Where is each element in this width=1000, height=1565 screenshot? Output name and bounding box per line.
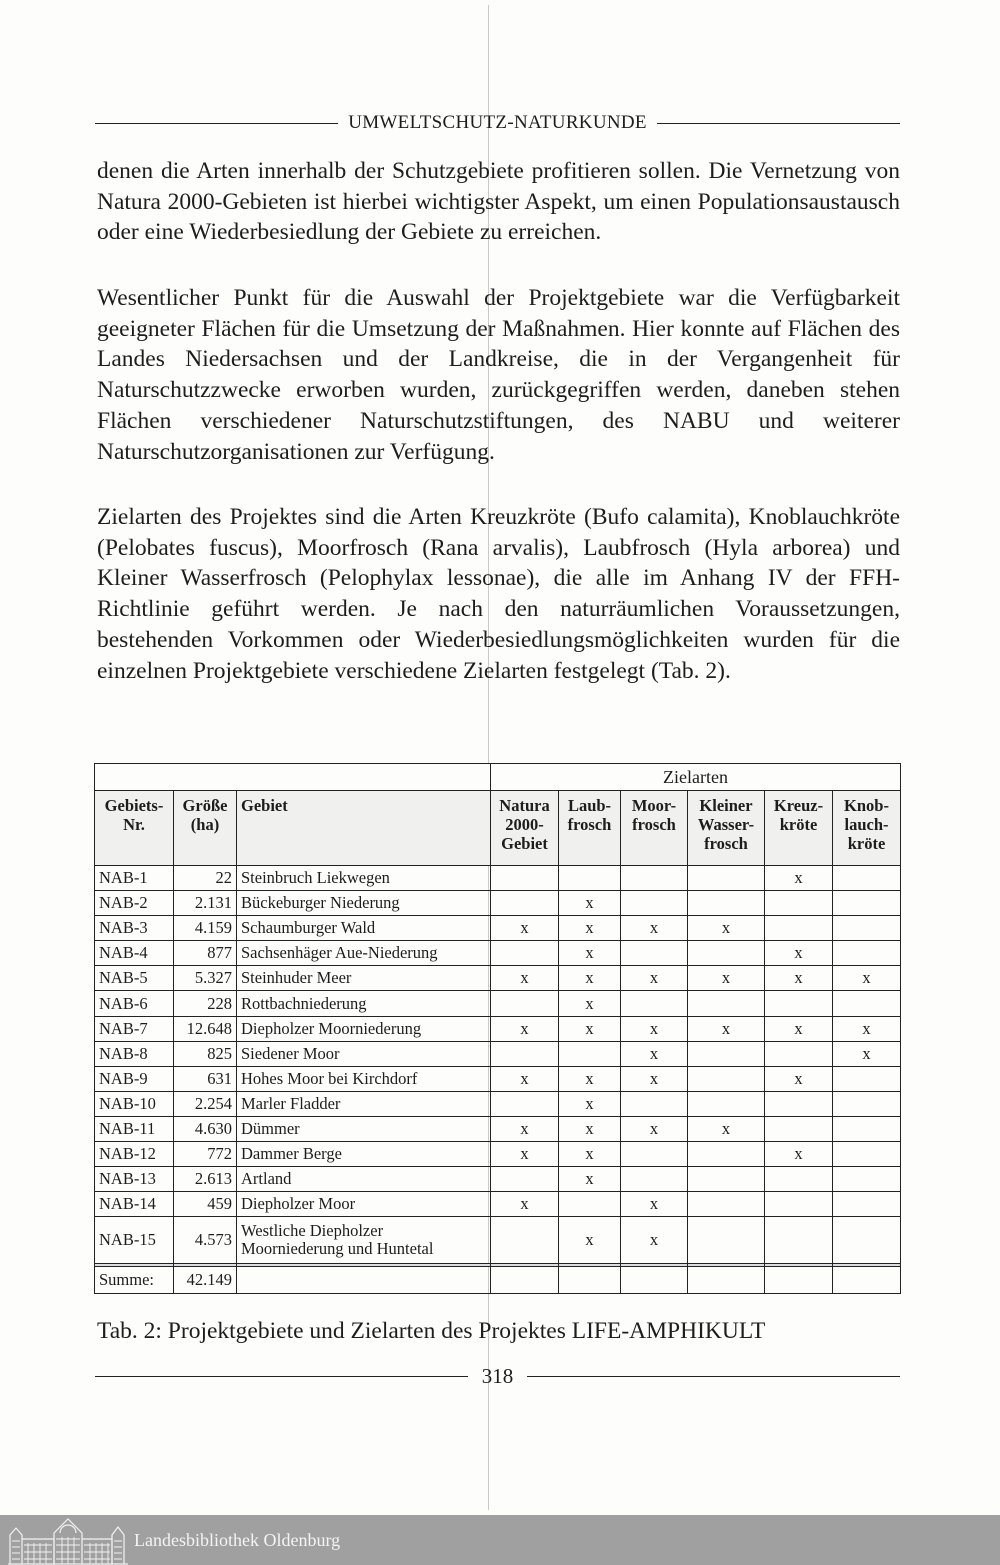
- table-row: [95, 1041, 901, 1066]
- cell-kreuz: [765, 1041, 833, 1066]
- cell-wasser: [688, 866, 765, 891]
- cell-size: 4.573: [174, 1217, 237, 1264]
- cell-area: Rottbachniederung: [237, 991, 491, 1016]
- table-row: [95, 991, 901, 1016]
- header-rule-right: [657, 123, 900, 124]
- cell-wasser: [688, 1217, 765, 1264]
- footer-rule-left: [95, 1376, 468, 1377]
- cell-kreuz: [765, 1091, 833, 1116]
- group-header-zielarten: Zielarten: [491, 764, 901, 791]
- cell-area: Sachsenhäger Aue-Niederung: [237, 941, 491, 966]
- table-row: [95, 1116, 901, 1141]
- paragraph-text: Wesentlicher Punkt für die Auswahl der Projektgebiete war die Verfügbarkeit geeigneter Flächen für die Umsetzung der Maßnahmen. Hier konnte auf Flächen des Landes Niedersachsen und der Landkreise, die in der Vergangenheit für Naturschutzzwecke erworben wurden, zurückgegriffen werden, daneben stehen Flächen verschiedener Naturschutzstiftungen, des NABU und weiterer Naturschutzorganisationen zur Verfügung.: [97, 285, 900, 465]
- cell-nr: NAB-4: [95, 941, 174, 966]
- cell-area: Dammer Berge: [237, 1142, 491, 1167]
- paragraph-1: [97, 156, 900, 248]
- sum-value: 42.149: [174, 1267, 237, 1294]
- cell-area: Hohes Moor bei Kirchdorf: [237, 1066, 491, 1091]
- cell-knob: [833, 1217, 901, 1264]
- cell-size: 2.254: [174, 1091, 237, 1116]
- cell-kreuz: [765, 1167, 833, 1192]
- cell-size: 22: [174, 866, 237, 891]
- running-head: [95, 110, 900, 136]
- cell-natura: x: [491, 1192, 559, 1217]
- table-row: [95, 1217, 901, 1264]
- cell-knob: [833, 1091, 901, 1116]
- header-rule-left: [95, 123, 338, 124]
- cell-kreuz: x: [765, 966, 833, 991]
- cell-moor: x: [621, 1116, 688, 1141]
- cell-laub: x: [559, 1142, 621, 1167]
- cell-area: Diepholzer Moor: [237, 1192, 491, 1217]
- cell-size: 4.159: [174, 916, 237, 941]
- table-header-row: [95, 791, 901, 866]
- cell-laub: [559, 866, 621, 891]
- cell-laub: x: [559, 991, 621, 1016]
- cell-moor: x: [621, 916, 688, 941]
- cell-area: Siedener Moor: [237, 1041, 491, 1066]
- table-row: [95, 866, 901, 891]
- cell-knob: [833, 941, 901, 966]
- cell-area: Steinbruch Liekwegen: [237, 866, 491, 891]
- cell-kreuz: [765, 991, 833, 1016]
- table-row: [95, 941, 901, 966]
- cell-natura: x: [491, 966, 559, 991]
- cell-natura: [491, 941, 559, 966]
- cell-laub: x: [559, 1016, 621, 1041]
- cell-laub: [559, 1041, 621, 1066]
- cell-knob: [833, 1192, 901, 1217]
- cell-natura: [491, 1041, 559, 1066]
- cell-laub: x: [559, 966, 621, 991]
- cell-wasser: [688, 1066, 765, 1091]
- cell-moor: [621, 1142, 688, 1167]
- cell-knob: [833, 916, 901, 941]
- cell-kreuz: x: [765, 1016, 833, 1041]
- cell-size: 5.327: [174, 966, 237, 991]
- cell-wasser: [688, 991, 765, 1016]
- cell-natura: [491, 991, 559, 1016]
- table-row: [95, 1066, 901, 1091]
- cell-natura: [491, 866, 559, 891]
- cell-knob: [833, 1116, 901, 1141]
- cell-size: 2.131: [174, 891, 237, 916]
- cell-wasser: [688, 1192, 765, 1217]
- cell-laub: x: [559, 891, 621, 916]
- cell-area: Schaumburger Wald: [237, 916, 491, 941]
- cell-nr: NAB-8: [95, 1041, 174, 1066]
- cell-moor: [621, 1091, 688, 1116]
- cell-size: 877: [174, 941, 237, 966]
- cell-laub: x: [559, 1066, 621, 1091]
- table-body: [95, 866, 901, 1264]
- cell-nr: NAB-3: [95, 916, 174, 941]
- cell-size: 12.648: [174, 1016, 237, 1041]
- cell-wasser: x: [688, 1116, 765, 1141]
- page-footer: [95, 1362, 900, 1390]
- cell-size: 2.613: [174, 1167, 237, 1192]
- cell-nr: NAB-1: [95, 866, 174, 891]
- cell-knob: [833, 1066, 901, 1091]
- cell-moor: [621, 991, 688, 1016]
- cell-size: 4.630: [174, 1116, 237, 1141]
- cell-kreuz: x: [765, 941, 833, 966]
- table-row: [95, 1142, 901, 1167]
- library-banner: [0, 1515, 1000, 1565]
- cell-knob: [833, 1167, 901, 1192]
- page-number: 318: [481, 1363, 514, 1388]
- cell-wasser: [688, 891, 765, 916]
- cell-moor: x: [621, 1041, 688, 1066]
- cell-nr: NAB-9: [95, 1066, 174, 1091]
- cell-size: 772: [174, 1142, 237, 1167]
- table-group-header-row: [95, 764, 901, 791]
- cell-moor: x: [621, 1066, 688, 1091]
- cell-area: Marler Fladder: [237, 1091, 491, 1116]
- cell-natura: x: [491, 916, 559, 941]
- cell-wasser: [688, 941, 765, 966]
- table-row: [95, 916, 901, 941]
- project-areas-table: [94, 763, 901, 1294]
- cell-knob: [833, 866, 901, 891]
- cell-knob: [833, 891, 901, 916]
- cell-laub: x: [559, 916, 621, 941]
- cell-kreuz: [765, 1116, 833, 1141]
- table-row: [95, 1192, 901, 1217]
- cell-knob: [833, 991, 901, 1016]
- cell-knob: x: [833, 1016, 901, 1041]
- cell-kreuz: x: [765, 1066, 833, 1091]
- paragraph-text: denen die Arten innerhalb der Schutzgebiete profitieren sollen. Die Vernetzung von Natura 2000-Gebieten ist hierbei wichtigster Aspekt, um einen Populationsaustausch oder eine Wiederbesiedlung der Gebiete zu erreichen.: [97, 158, 900, 246]
- cell-nr: NAB-11: [95, 1116, 174, 1141]
- cell-wasser: [688, 1091, 765, 1116]
- cell-moor: x: [621, 966, 688, 991]
- cell-natura: [491, 1091, 559, 1116]
- cell-natura: x: [491, 1116, 559, 1141]
- cell-natura: [491, 891, 559, 916]
- cell-moor: x: [621, 1217, 688, 1264]
- cell-kreuz: [765, 1217, 833, 1264]
- empty-group-cell: [95, 764, 491, 791]
- table-row: [95, 966, 901, 991]
- cell-nr: NAB-7: [95, 1016, 174, 1041]
- col-header-kreuzkroete: Kreuz- kröte: [765, 791, 833, 866]
- cell-size: 825: [174, 1041, 237, 1066]
- cell-natura: x: [491, 1016, 559, 1041]
- cell-kreuz: [765, 891, 833, 916]
- cell-nr: NAB-14: [95, 1192, 174, 1217]
- cell-moor: x: [621, 1192, 688, 1217]
- cell-nr: NAB-15: [95, 1217, 174, 1264]
- cell-kreuz: [765, 916, 833, 941]
- cell-wasser: [688, 1142, 765, 1167]
- cell-kreuz: x: [765, 1142, 833, 1167]
- cell-nr: NAB-2: [95, 891, 174, 916]
- cell-area: Westliche Diepholzer Moorniederung und Huntetal: [237, 1217, 491, 1264]
- paragraph-2: [97, 283, 900, 467]
- cell-nr: NAB-12: [95, 1142, 174, 1167]
- cell-wasser: [688, 1167, 765, 1192]
- cell-kreuz: [765, 1192, 833, 1217]
- cell-kreuz: x: [765, 866, 833, 891]
- cell-moor: [621, 891, 688, 916]
- cell-wasser: x: [688, 966, 765, 991]
- cell-nr: NAB-10: [95, 1091, 174, 1116]
- col-header-nr: Gebiets- Nr.: [95, 791, 174, 866]
- cell-wasser: x: [688, 1016, 765, 1041]
- cell-laub: x: [559, 1116, 621, 1141]
- cell-natura: [491, 1217, 559, 1264]
- cell-size: 228: [174, 991, 237, 1016]
- cell-moor: x: [621, 1016, 688, 1041]
- cell-area: Steinhuder Meer: [237, 966, 491, 991]
- cell-natura: x: [491, 1066, 559, 1091]
- cell-nr: NAB-13: [95, 1167, 174, 1192]
- cell-laub: x: [559, 1091, 621, 1116]
- cell-wasser: x: [688, 916, 765, 941]
- col-header-kleiner-wasserfrosch: Kleiner Wasser- frosch: [688, 791, 765, 866]
- cell-size: 631: [174, 1066, 237, 1091]
- cell-nr: NAB-5: [95, 966, 174, 991]
- cell-natura: [491, 1167, 559, 1192]
- cell-area: Dümmer: [237, 1116, 491, 1141]
- cell-laub: [559, 1192, 621, 1217]
- paragraph-3: [97, 502, 900, 686]
- cell-area: Bückeburger Niederung: [237, 891, 491, 916]
- cell-knob: x: [833, 1041, 901, 1066]
- library-name: Landesbibliothek Oldenburg: [134, 1529, 341, 1550]
- col-header-knoblauchkroete: Knob- lauch- kröte: [833, 791, 901, 866]
- paragraph-text: Zielarten des Projektes sind die Arten Kreuzkröte (Bufo calamita), Knoblauchkröte (Pelobates fuscus), Moorfrosch (Rana arvalis), Laubfrosch (Hyla arborea) und Kleiner Wasserfrosch (Pelophylax lessonae), die alle im Anhang IV der FFH-Richtlinie geführt werden. Je nach den naturräumlichen Voraussetzungen, bestehenden Vorkommen oder Wiederbesiedlungsmöglichkeiten wurden für die einzelnen Projektgebiete verschiedene Zielarten festgelegt (Tab. 2).: [97, 504, 900, 684]
- cell-laub: x: [559, 941, 621, 966]
- cell-area: Artland: [237, 1167, 491, 1192]
- table-row: [95, 891, 901, 916]
- col-header-area: Gebiet: [237, 791, 491, 866]
- cell-size: 459: [174, 1192, 237, 1217]
- cell-wasser: [688, 1041, 765, 1066]
- running-head-title: UMWELTSCHUTZ-NATURKUNDE: [348, 112, 647, 133]
- cell-moor: [621, 941, 688, 966]
- cell-nr: NAB-6: [95, 991, 174, 1016]
- table-row: [95, 1167, 901, 1192]
- table-row: [95, 1091, 901, 1116]
- col-header-natura: Natura 2000- Gebiet: [491, 791, 559, 866]
- cell-moor: [621, 1167, 688, 1192]
- cell-knob: x: [833, 966, 901, 991]
- cell-area: Diepholzer Moorniederung: [237, 1016, 491, 1041]
- col-header-size: Größe (ha): [174, 791, 237, 866]
- footer-rule-right: [527, 1376, 900, 1377]
- table-sum-row: [95, 1267, 901, 1294]
- table-caption: Tab. 2: Projektgebiete und Zielarten des Projektes LIFE-AMPHIKULT: [97, 1318, 766, 1344]
- cell-laub: x: [559, 1217, 621, 1264]
- cell-laub: x: [559, 1167, 621, 1192]
- table-row: [95, 1016, 901, 1041]
- cell-natura: x: [491, 1142, 559, 1167]
- col-header-moorfrosch: Moor- frosch: [621, 791, 688, 866]
- cell-moor: [621, 866, 688, 891]
- col-header-laubfrosch: Laub- frosch: [559, 791, 621, 866]
- cell-knob: [833, 1142, 901, 1167]
- library-building-icon: [6, 1515, 130, 1565]
- sum-label: Summe:: [95, 1267, 174, 1294]
